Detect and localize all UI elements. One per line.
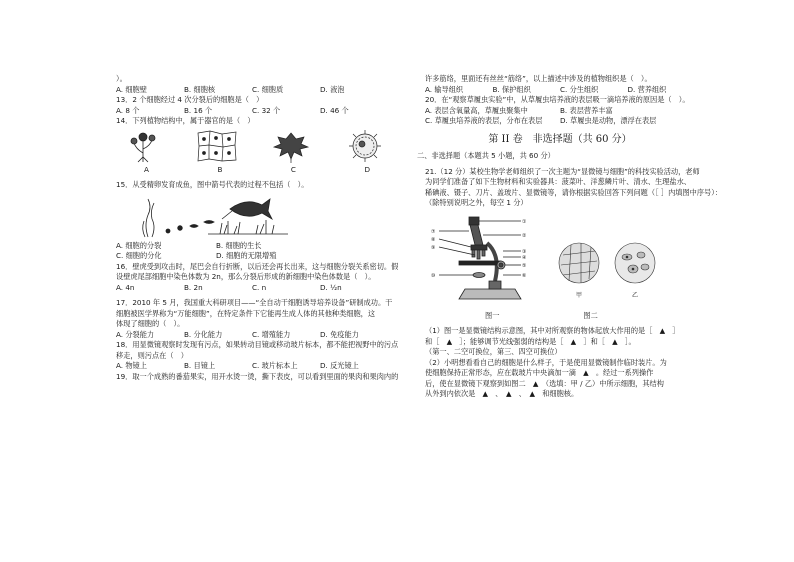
q21-figures [425, 215, 695, 307]
q21-2-line3: 后，使在显微镜下观察到如图二 ▲ （选填：甲 / 乙）中所示细胞，其结构 [425, 378, 664, 388]
option-a[interactable]: A. 输导组织 [425, 84, 464, 94]
option-a[interactable]: A. 细胞壁 [116, 84, 147, 94]
figure1-caption: 图一 [485, 310, 500, 320]
q21-line2: 为同学们准备了如下生物材料和实验器具：菠菜叶、洋葱鳞片叶、清水、生理盐水、 [425, 177, 691, 186]
label-4: ④ [522, 254, 527, 261]
option-b[interactable]: B. 分化能力 [184, 329, 223, 339]
option-b[interactable]: B. 细胞核 [184, 84, 216, 94]
option-a[interactable]: A. 4n [116, 282, 135, 292]
fish-development-figure [138, 195, 288, 239]
option-a[interactable]: A. 8 个 [116, 105, 140, 115]
q16-options [116, 283, 388, 294]
label-7: ⑦ [431, 228, 436, 235]
q18-options [116, 361, 388, 372]
q19-continued: 许多筋络，里面还有丝丝“筋络”，以上描述中涉及的植物组织是（ ）。 [425, 74, 652, 83]
flower-plant-figure [122, 129, 164, 163]
option-c[interactable]: C. 分生组织 [560, 84, 599, 94]
label-yi: 乙 [632, 291, 639, 299]
figure2-caption: 图二 [583, 310, 598, 320]
q15-options-row2 [116, 251, 316, 262]
label-jia: 甲 [576, 291, 583, 299]
q19-text: 19．取一个成熟的番茄果实，用开水烫一烫，撕下表皮，可以看到里面的果肉和果肉内的 [116, 371, 399, 381]
label-5: ⑤ [522, 262, 527, 269]
q20-text: 20．在“观察草履虫实验”中，从草履虫培养液的表层吸一滴培养液的原因是（ ）。 [425, 95, 690, 104]
option-b[interactable]: B. 表层营养丰富 [560, 105, 613, 115]
figure-captions [485, 311, 695, 322]
q19-options [425, 85, 695, 96]
option-b[interactable]: B. 目镜上 [184, 361, 216, 370]
q17-line1: 17．2010 年 5 月，我国重大科研项目——“全自动干细胞诱导培养设备”研制成功。干 [116, 298, 393, 307]
leaf-figure [270, 129, 312, 163]
q16-line2: 设壁虎尾部细胞中染色体数为 2n，那么分裂后形成的新细胞中染色体数是（ ）。 [116, 272, 376, 281]
q17-line2: 细胞被医学界称为“万能细胞”，在特定条件下它能再生成人体的其他种类细胞，这 [116, 308, 376, 318]
option-c[interactable]: C. 细胞质 [252, 84, 284, 94]
cell-tissue-figure [196, 129, 238, 163]
option-d[interactable]: D. 草履虫是动物，漂浮在表层 [560, 116, 657, 125]
label-8: ⑧ [431, 236, 436, 243]
q20-options-row2 [425, 116, 695, 127]
section-title: 第 II 卷 非选择题（共 60 分） [488, 133, 632, 145]
label-d[interactable]: D [364, 164, 370, 174]
q14-figure-labels [144, 165, 370, 176]
q12-tail: ）。 [116, 74, 127, 83]
section-subtitle: 二、非选择题（本题共 5 小题，共 60 分） [417, 151, 555, 160]
option-a[interactable]: A. 物镜上 [116, 361, 147, 370]
option-c[interactable]: C. 草履虫培养液的表层，分布在表层 [425, 116, 543, 125]
q14-text: 14．下列植物结构中，属于器官的是（ ） [116, 116, 255, 125]
q21-2-line4: 从外到内依次是 ▲ 、 ▲ 、 ▲ 和细胞核。 [425, 389, 579, 398]
option-d[interactable]: D. 液泡 [320, 84, 345, 94]
option-d[interactable]: D. 46 个 [320, 105, 349, 115]
option-c[interactable]: C. 32 个 [252, 105, 281, 115]
q21-2-line2: 使细胞保持正常形态，应在载玻片中央滴加一滴 ▲ 。经过一系列操作 [425, 368, 654, 377]
label-b[interactable]: B [217, 164, 223, 174]
label-10: ⑩ [431, 272, 436, 279]
q17-options [116, 330, 388, 341]
q13-options [116, 106, 388, 117]
q21-line4: （除特别说明之外，每空 1 分） [425, 198, 528, 207]
q16-line1: 16．壁虎受到攻击时，尾巴会自行折断，以后还会再长出来，这与细胞分裂关系密切。假 [116, 261, 399, 271]
label-a[interactable]: A [144, 164, 149, 174]
microscope-figure [425, 215, 545, 307]
option-c[interactable]: C. 细胞的分化 [116, 251, 162, 260]
option-c[interactable]: C. 增殖能力 [252, 329, 291, 339]
option-b[interactable]: B. 2n [184, 282, 203, 292]
q21-1-line2: 和［ ▲ ］；能够调节光线强弱的结构是［ ▲ ］和［ ▲ ］。 [425, 336, 636, 346]
option-c[interactable]: C. n [252, 282, 267, 292]
q18-line1: 18．用显微镜观察时发现有污点，如果转动目镜或移动玻片标本，都不能把视野中的污点 [116, 340, 399, 349]
option-b[interactable]: B. 细胞的生长 [216, 240, 262, 250]
option-a[interactable]: A. 细胞的分裂 [116, 240, 162, 250]
q15-options-row1 [116, 241, 316, 252]
q21-line3: 稀碘液、镊子、刀片、盖玻片、显微镜等，请你根据实验回答下列问题（［ ］内填图中序号）： [425, 187, 722, 197]
label-c[interactable]: C [290, 164, 296, 174]
q21-1-line3: （第一、二空可换位，第三、四空可换位） [425, 347, 562, 356]
option-a[interactable]: A. 分裂能力 [116, 329, 155, 339]
option-d[interactable]: D. 免疫能力 [320, 329, 359, 339]
q21-1-line1: （1）图一是显微镜结构示意图，其中对所观察的物体起放大作用的是［ ▲ ］ [425, 326, 680, 335]
option-a[interactable]: A. 表层含氧量高，草履虫聚集中 [425, 105, 528, 115]
label-3: ③ [522, 248, 527, 255]
round-cell-figure [344, 129, 386, 163]
option-d[interactable]: D. ½n [320, 282, 342, 292]
option-b[interactable]: B. 16 个 [184, 105, 213, 115]
option-c[interactable]: C. 玻片标本上 [252, 361, 298, 370]
q14-figures [122, 129, 386, 163]
option-b[interactable]: B. 保护组织 [492, 84, 531, 94]
label-1: ① [522, 218, 527, 225]
option-d[interactable]: D. 反光镜上 [320, 361, 359, 370]
q13-text: 13．2 个细胞经过 4 次分裂后的细胞是（ ） [116, 95, 264, 104]
option-d[interactable]: D. 细胞的无限增殖 [216, 251, 277, 260]
q15-text: 15．从受精卵发育成鱼，图中箭号代表的过程不包括（ ）。 [116, 180, 309, 189]
label-9: ⑨ [431, 244, 436, 251]
option-d[interactable]: D. 营养组织 [627, 84, 667, 94]
q20-options-row1 [425, 106, 695, 117]
cells-figure [555, 237, 665, 307]
q12-options [116, 85, 388, 96]
q21-2-line1: （2）小明想看看自己的细胞是什么样子，于是使用显微镜制作临时装片。为 [425, 357, 667, 367]
left-column [116, 74, 399, 382]
right-column [417, 74, 722, 400]
label-2: ② [522, 232, 527, 239]
q18-line2: 移走，则污点在（ ） [116, 350, 188, 360]
q17-line3: 体现了细胞的（ ）。 [116, 319, 185, 328]
q21-line1: 21.（12 分）某校生物学老师组织了一次主题为“显微镜与细胞”的科技实验活动，老师 [425, 166, 700, 176]
label-6: ⑥ [522, 272, 527, 279]
